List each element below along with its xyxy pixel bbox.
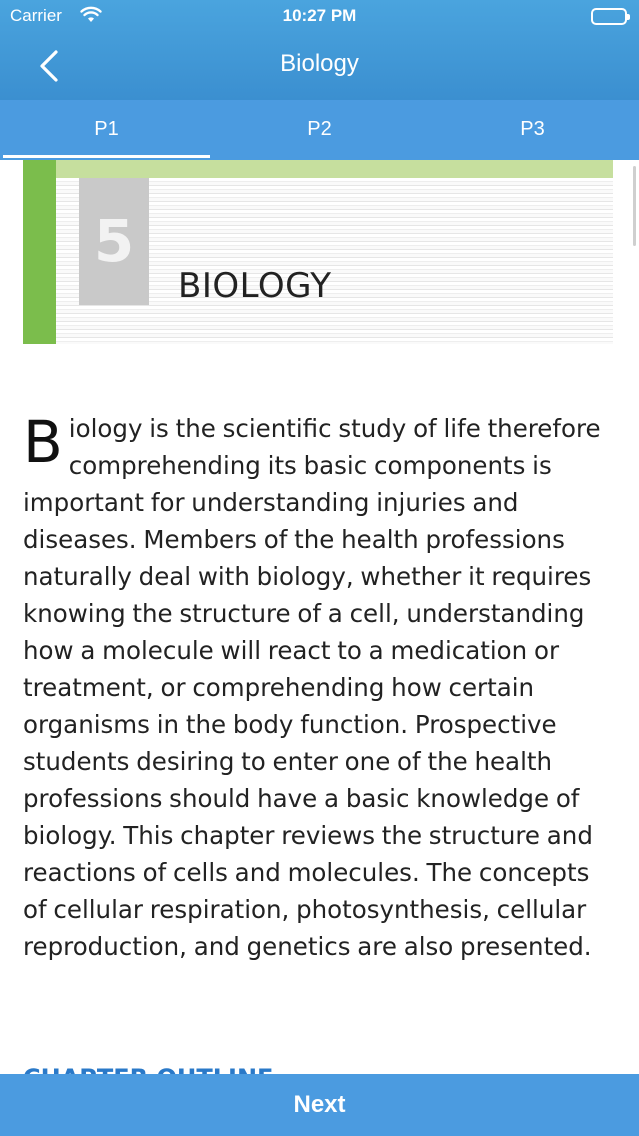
carrier-label: Carrier bbox=[10, 6, 62, 25]
scroll-indicator[interactable] bbox=[633, 166, 636, 246]
banner-green-bar bbox=[23, 160, 56, 344]
content-area[interactable] bbox=[0, 160, 639, 1074]
tab-p2[interactable]: P2 bbox=[307, 118, 332, 140]
next-button[interactable]: Next bbox=[0, 1074, 639, 1136]
tab-bar bbox=[0, 100, 639, 160]
page-title: Biology bbox=[280, 50, 359, 77]
tab-p1[interactable]: P1 bbox=[0, 100, 213, 160]
intro-paragraph: iology is the scientific study of life therefore comprehending its basic components is important for understanding injuries and diseases. Members of the health professions naturally deal with biology, whether it requires knowing the structure of a cell, understanding how a molecule will react to a medication or treatment, or comprehending how certain organisms in the body function. Prospective students desiring to enter one of the health professions should have a basic knowledge of biology. This chapter reviews the structure and reactions of cells and molecules. The concepts of cellular respiration, photosynthesis, cellular reproduction, and genetics are also presented. bbox=[23, 414, 601, 961]
status-bar bbox=[0, 0, 639, 32]
dropcap-letter: B bbox=[23, 408, 63, 476]
banner-green-strip bbox=[56, 160, 613, 178]
header bbox=[0, 0, 639, 100]
chapter-number: 5 bbox=[79, 178, 149, 305]
nav-bar bbox=[0, 32, 639, 100]
battery-icon bbox=[591, 8, 627, 25]
status-time: 10:27 PM bbox=[282, 6, 357, 25]
chapter-intro-text bbox=[23, 410, 613, 965]
chapter-banner bbox=[23, 160, 613, 344]
chapter-title: BIOLOGY bbox=[178, 266, 332, 306]
tab-p3[interactable]: P3 bbox=[520, 118, 545, 140]
